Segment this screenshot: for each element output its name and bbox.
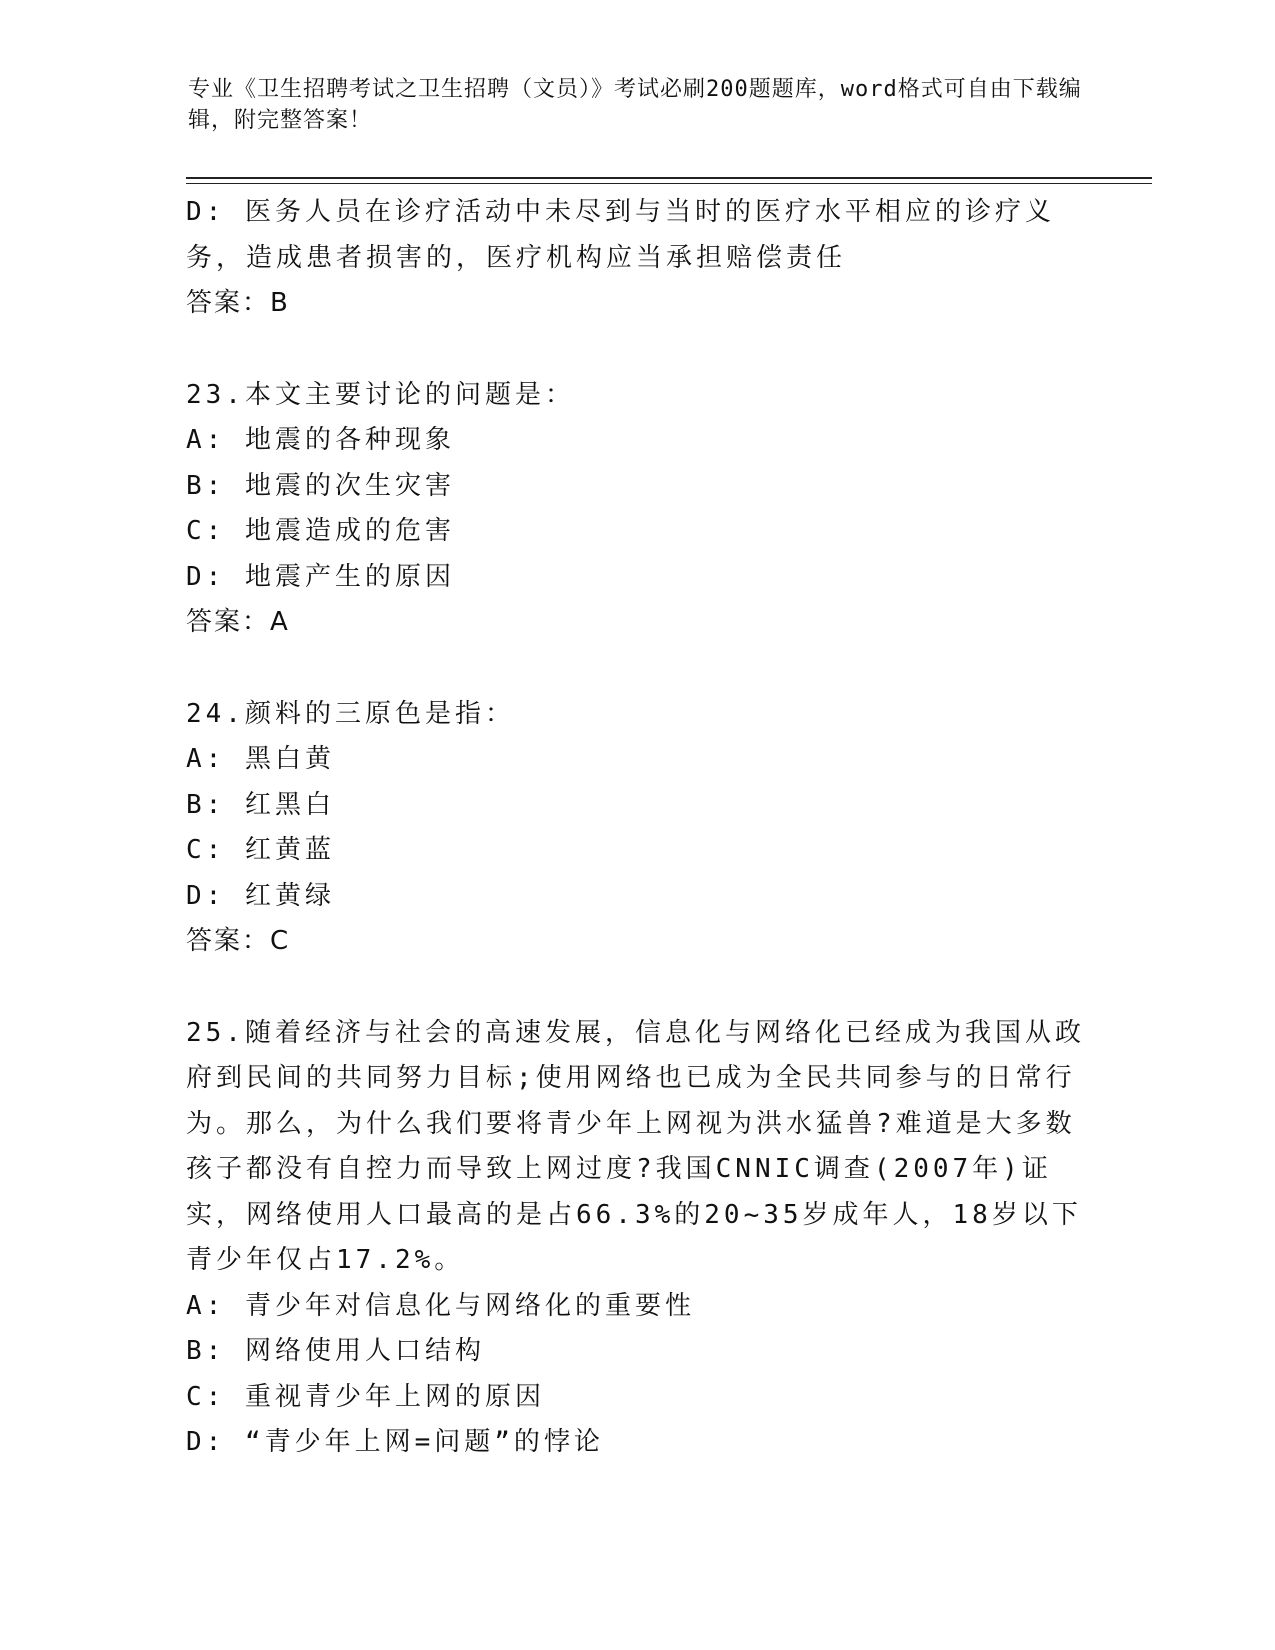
- spacer: [186, 646, 1086, 692]
- spacer: [186, 965, 1086, 1011]
- q23-option-a: A: 地震的各种现象: [186, 425, 455, 455]
- spacer: [186, 327, 1086, 373]
- q23-option-b: B: 地震的次生灾害: [186, 470, 455, 501]
- document-header: 专业《卫生招聘考试之卫生招聘（文员）》考试必刷200题题库，word格式可自由下载编辑，附完整答案！: [188, 77, 1082, 133]
- q24-option-b: B: 红黑白: [186, 789, 335, 820]
- q22-option-d: D: 医务人员在诊疗活动中未尽到与当时的医疗水平相应的诊疗义务，造成患者损害的，医疗机构应当承担赔偿责任: [186, 197, 1055, 273]
- q23-question: 23.本文主要讨论的问题是：: [186, 379, 575, 410]
- q24-option-d: D: 红黄绿: [186, 880, 335, 911]
- q25-option-d: D: “青少年上网=问题”的悖论: [186, 1427, 604, 1457]
- question-content: [186, 190, 1086, 1466]
- q25-option-c: C: 重视青少年上网的原因: [186, 1381, 545, 1412]
- q23-answer: 答案：A: [186, 607, 290, 637]
- q24-option-a: A: 黑白黄: [186, 744, 335, 774]
- q25-question: 25.随着经济与社会的高速发展，信息化与网络化已经成为我国从政府到民间的共同努力目标;使用网络也已成为全民共同参与的日常行为。那么，为什么我们要将青少年上网视为洪水猛兽?难道是大多数孩子都没有自控力而导致上网过度?我国CNNIC调查(2007年)证实，网络使用人口最高的是占66.3%的20~35岁成年人，18岁以下青少年仅占17.2%。: [186, 1017, 1085, 1275]
- q24-option-c: C: 红黄蓝: [186, 835, 335, 865]
- q23-option-d: D: 地震产生的原因: [186, 561, 455, 592]
- q24-question: 24.颜料的三原色是指：: [186, 698, 515, 729]
- q24-answer: 答案：C: [186, 926, 291, 956]
- q22-answer: 答案：B: [186, 288, 290, 318]
- q25-option-a: A: 青少年对信息化与网络化的重要性: [186, 1290, 695, 1321]
- q23-option-c: C: 地震造成的危害: [186, 516, 455, 546]
- header-rule-thick: [186, 177, 1152, 179]
- q25-option-b: B: 网络使用人口结构: [186, 1336, 485, 1366]
- header-rule-thin: [186, 183, 1152, 184]
